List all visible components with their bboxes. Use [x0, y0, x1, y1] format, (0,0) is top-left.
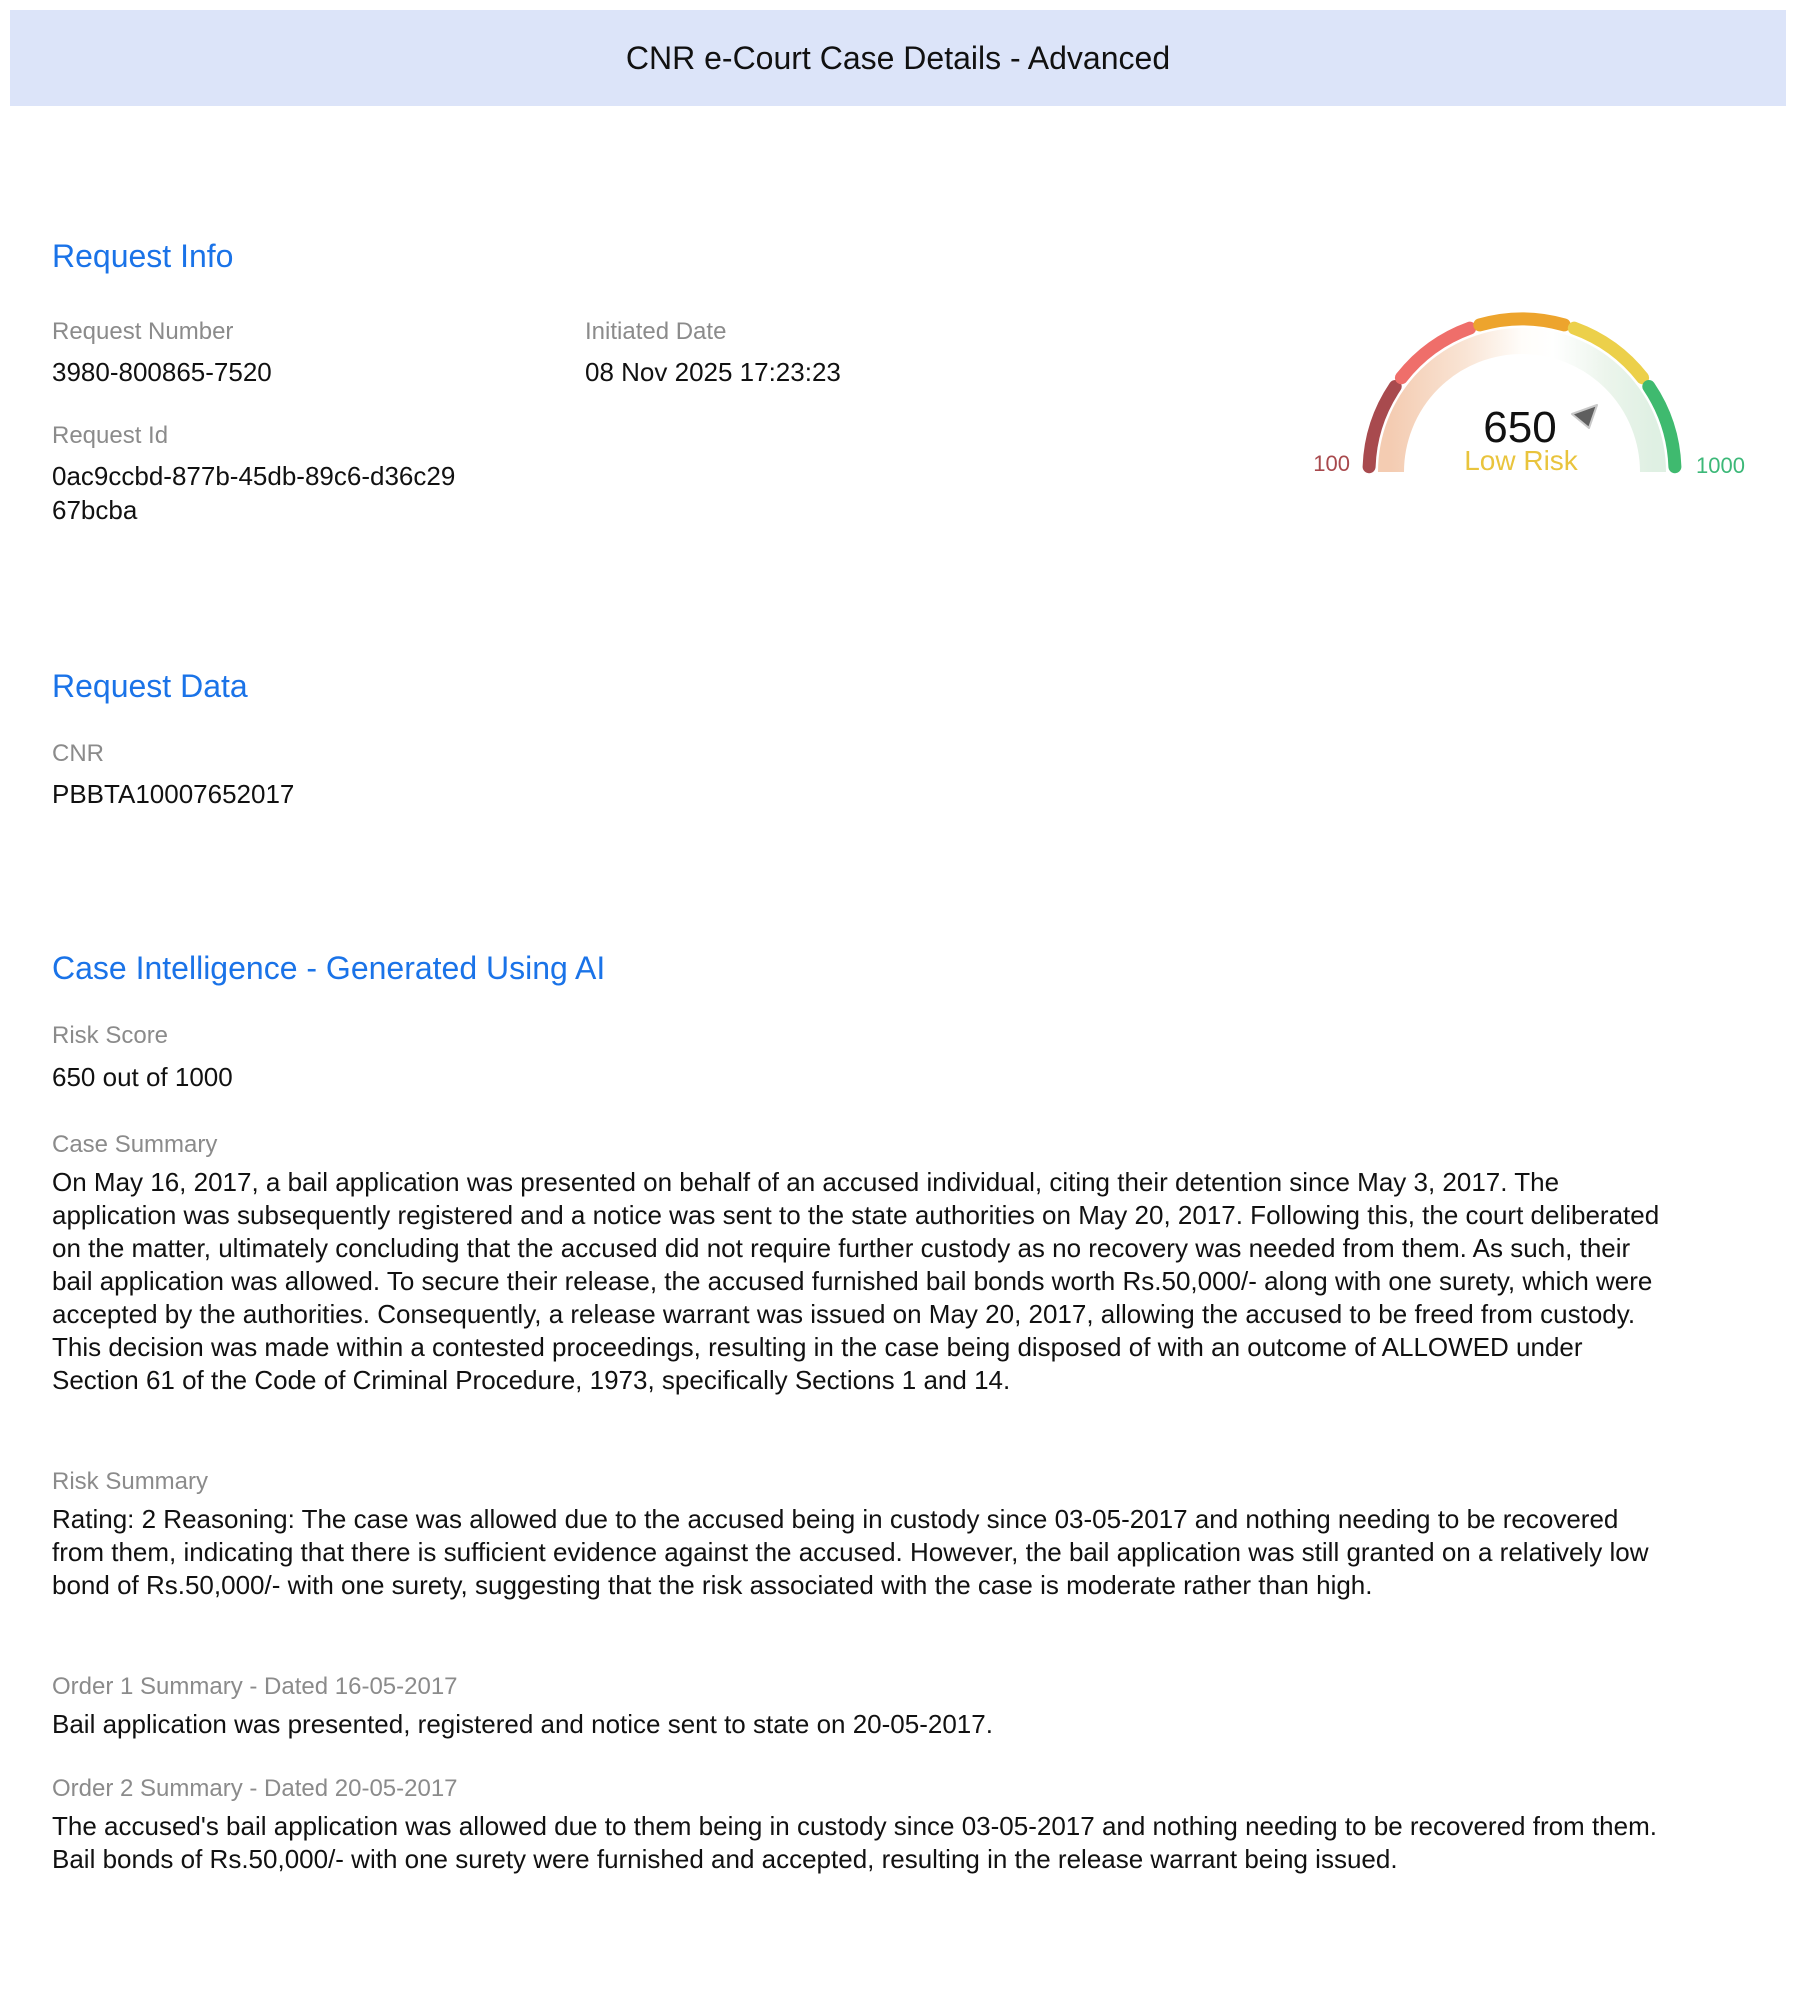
request-id-value: 0ac9ccbd-877b-45db-89c6-d36c2967bcba	[52, 461, 456, 525]
order-2-summary-label: Order 2 Summary - Dated 20-05-2017	[52, 1775, 458, 1802]
order-1-summary-label: Order 1 Summary - Dated 16-05-2017	[52, 1673, 458, 1700]
request-info-heading: Request Info	[52, 238, 234, 274]
gauge-min-label: 100	[1313, 451, 1350, 476]
risk-summary-label: Risk Summary	[52, 1468, 209, 1495]
cnr-value: PBBTA10007652017	[52, 779, 295, 809]
initiated-date-label: Initiated Date	[585, 318, 727, 345]
order-2-summary-text: The accused's bail application was allowed due to them being in custody since 03-05-2017 and nothing needing to be recovered from them. Bail bonds of Rs.50,000/- with one surety were furnished and accepted, resulting in the release warrant being issued.	[52, 1811, 1657, 1874]
risk-gauge	[1300, 300, 1760, 490]
page-title: CNR e-Court Case Details - Advanced	[625, 39, 1171, 76]
risk-score-label: Risk Score	[52, 1022, 169, 1049]
gauge-max-label: 1000	[1696, 453, 1745, 478]
risk-gauge-chart	[1300, 300, 1760, 490]
request-data-heading: Request Data	[52, 668, 248, 704]
request-id-label: Request Id	[52, 422, 169, 449]
gauge-value: 650	[1483, 403, 1557, 452]
gauge-risk-label: Low Risk	[1464, 445, 1578, 476]
risk-score-value: 650 out of 1000	[52, 1062, 233, 1092]
title-bar	[10, 10, 1786, 106]
request-number-label: Request Number	[52, 318, 234, 345]
risk-summary-text: Rating: 2 Reasoning: The case was allowed due to the accused being in custody since 03-05-2017 and nothing needing to be recovered from them, indicating that there is sufficient evidence against the accused. However, the bail application was still granted on a relatively low bond of Rs.50,000/- with one surety, suggesting that the risk associated with the case is moderate rather than high.	[52, 1504, 1649, 1600]
gauge-needle-icon	[1572, 405, 1597, 428]
case-summary-text: On May 16, 2017, a bail application was presented on behalf of an accused individual, citing their detention since May 3, 2017. The application was subsequently registered and a notice was sent to the state authorities on May 20, 2017. Following this, the court deliberated on the matter, ultimately concluding that the accused did not require further custody as no recovery was needed from them. As such, their bail application was allowed. To secure their release, the accused furnished bail bonds worth Rs.50,000/- along with one surety, which were accepted by the authorities. Consequently, a release warrant was issued on May 20, 2017, allowing the accused to be freed from custody. This decision was made within a contested proceedings, resulting in the case being disposed of with an outcome of ALLOWED under Section 61 of the Code of Criminal Procedure, 1973, specifically Sections 1 and 14.	[52, 1167, 1660, 1395]
cnr-label: CNR	[52, 740, 104, 767]
initiated-date-value: 08 Nov 2025 17:23:23	[585, 357, 841, 387]
case-summary-label: Case Summary	[52, 1131, 218, 1158]
case-intelligence-heading: Case Intelligence - Generated Using AI	[52, 950, 606, 986]
order-1-summary-text: Bail application was presented, registered and notice sent to state on 20-05-2017.	[52, 1709, 993, 1739]
request-number-value: 3980-800865-7520	[52, 357, 272, 387]
gauge-segment-medium-risk	[1480, 319, 1564, 325]
